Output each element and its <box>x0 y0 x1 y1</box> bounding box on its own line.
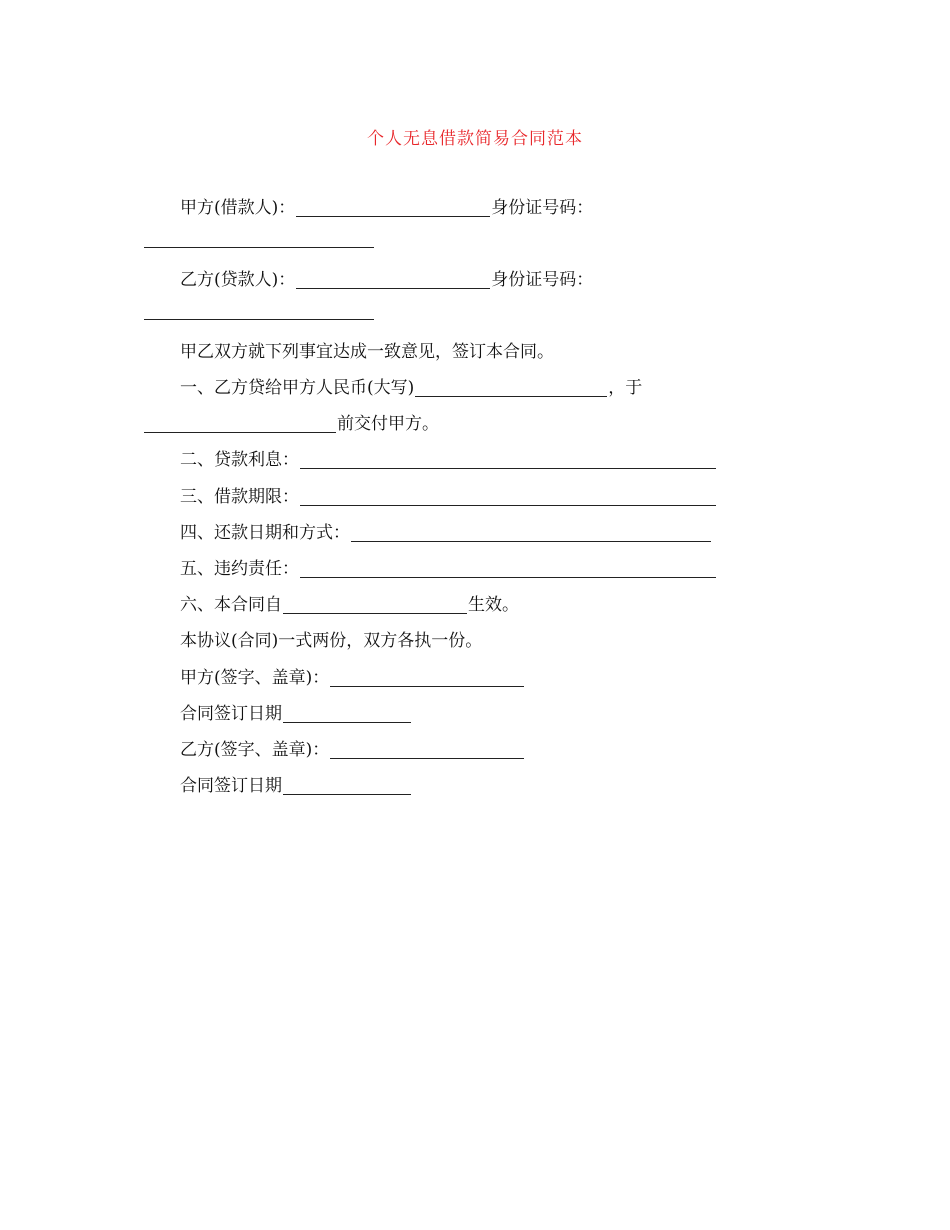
party-b-id-blank[interactable] <box>144 302 374 320</box>
clause-1-mid: ，于 <box>608 378 643 398</box>
party-a-name-blank[interactable] <box>296 199 490 217</box>
clause-5-label: 五、违约责任： <box>180 559 299 579</box>
date-a-line <box>180 702 412 726</box>
document-title: 个人无息借款简易合同范本 <box>367 129 583 149</box>
party-a-id-label: 身份证号码： <box>491 198 594 218</box>
agreement-line <box>180 340 554 364</box>
term-blank[interactable] <box>300 488 716 506</box>
clause-2-line <box>180 448 717 472</box>
party-b-line <box>180 268 593 292</box>
sign-b-line <box>180 738 525 762</box>
party-b-id-line <box>143 302 375 323</box>
sign-b-label: 乙方(签字、盖章)： <box>180 740 330 760</box>
sign-b-blank[interactable] <box>330 741 524 759</box>
clause-4-line <box>180 521 712 545</box>
date-a-blank[interactable] <box>283 705 411 723</box>
date-b-label: 合同签订日期 <box>180 776 282 796</box>
clause-1-cont-line <box>143 412 439 436</box>
liability-blank[interactable] <box>300 560 716 578</box>
delivery-date-blank[interactable] <box>144 415 336 433</box>
interest-blank[interactable] <box>300 451 716 469</box>
agreement-text: 甲乙双方就下列事宜达成一致意见，签订本合同。 <box>180 342 554 362</box>
party-b-label: 乙方(贷款人)： <box>180 270 296 290</box>
repayment-blank[interactable] <box>351 524 711 542</box>
date-b-line <box>180 774 412 798</box>
clause-6-end: 生效。 <box>468 595 519 615</box>
clause-1-end: 前交付甲方。 <box>337 414 439 434</box>
loan-amount-blank[interactable] <box>415 379 607 397</box>
party-b-name-blank[interactable] <box>296 271 490 289</box>
clause-3-label: 三、借款期限： <box>180 487 299 507</box>
clause-2-label: 二、贷款利息： <box>180 450 299 470</box>
party-a-line <box>180 196 593 220</box>
sign-a-label: 甲方(签字、盖章)： <box>180 668 330 688</box>
party-a-label: 甲方(借款人)： <box>180 198 296 218</box>
clause-3-line <box>180 485 717 509</box>
date-b-blank[interactable] <box>283 777 411 795</box>
clause-5-line <box>180 557 717 581</box>
party-a-id-blank[interactable] <box>144 230 374 248</box>
copies-text: 本协议(合同)一式两份，双方各执一份。 <box>180 631 483 651</box>
copies-line <box>180 629 482 653</box>
clause-6-line <box>180 593 519 617</box>
clause-1-line <box>180 376 642 400</box>
date-a-label: 合同签订日期 <box>180 704 282 724</box>
party-b-id-label: 身份证号码： <box>491 270 594 290</box>
sign-a-line <box>180 666 525 690</box>
party-a-id-line <box>143 230 375 251</box>
sign-a-blank[interactable] <box>330 669 524 687</box>
clause-1-label: 一、乙方贷给甲方人民币(大写) <box>180 378 415 398</box>
clause-4-label: 四、还款日期和方式： <box>180 523 350 543</box>
clause-6-label: 六、本合同自 <box>180 595 282 615</box>
effective-date-blank[interactable] <box>283 596 467 614</box>
